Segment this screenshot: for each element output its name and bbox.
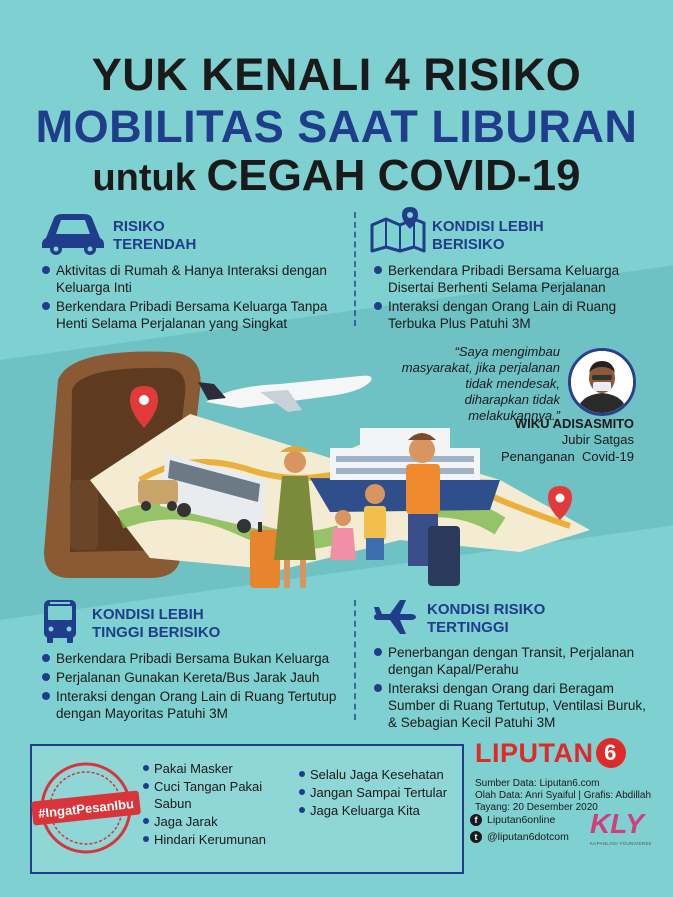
avatar <box>568 348 636 416</box>
ingat-pesan-ibu-stamp <box>30 758 142 858</box>
speaker-role-line-1: Jubir Satgas <box>561 432 634 447</box>
credit-processed: Olah Data: Anri Syaiful | Grafis: Abdillah <box>475 790 652 801</box>
twitter-icon: t <box>470 831 482 843</box>
tips-right <box>298 766 458 820</box>
twitter-link[interactable] <box>470 831 569 843</box>
risk-2-heading-line-2: BERISIKO <box>432 236 505 253</box>
tip-item: Jaga Keluarga Kita <box>298 802 458 819</box>
tip-item: Jangan Sampai Tertular <box>298 784 458 801</box>
risk-1-item: Aktivitas di Rumah & Hanya Interaksi dengan Keluarga Inti <box>40 262 340 296</box>
airplane-icon <box>372 598 416 636</box>
risk-3-heading-line-1: KONDISI LEBIH <box>92 606 204 623</box>
speaker-role-line-2: Penanganan Covid-19 <box>501 449 634 464</box>
risk-4-heading-line-1: KONDISI RISIKO <box>427 601 546 618</box>
risk-4-list <box>372 644 652 733</box>
stamp-text: #IngatPesanIbu <box>37 796 135 821</box>
risk-2-item: Berkendara Pribadi Bersama Keluarga Disertai Berhenti Selama Perjalanan <box>372 262 647 296</box>
quote-text: “Saya mengimbau masyarakat, jika perjalanan tidak mendesak, diharapkan tidak melakukannya.” <box>401 344 560 423</box>
tip-item: Cuci Tangan Pakai Sabun <box>142 778 302 812</box>
risk-1-item: Berkendara Pribadi Bersama Keluarga Tanpa Henti Selama Perjalanan yang Singkat <box>40 298 340 332</box>
credit-date: Tayang: 20 Desember 2020 <box>475 802 598 813</box>
kly-logo: KLY <box>590 808 644 839</box>
car-icon <box>40 210 106 256</box>
risk-3-item: Berkendara Pribadi Bersama Bukan Keluarga <box>40 650 350 667</box>
speaker-role <box>380 431 634 465</box>
tip-item: Jaga Jarak <box>142 813 302 830</box>
facebook-icon: f <box>470 814 482 826</box>
risk-2-heading <box>432 218 544 254</box>
title-line-3-prefix: untuk <box>92 157 196 199</box>
risk-3-list <box>40 650 350 724</box>
risk-4-item: Interaksi dengan Orang dari Beragam Sumber di Ruang Tertutup, Ventilasi Buruk, & Sebagian Kecil Patuhi 3M <box>372 680 652 731</box>
speaker-name: WIKU ADISASMITO <box>514 416 634 431</box>
tip-item: Hindari Kerumunan <box>142 831 302 848</box>
liputan6-logo-number: 6 <box>596 738 626 768</box>
title-line-2: MOBILITAS SAAT LIBURAN <box>35 101 638 152</box>
divider-top <box>354 212 356 326</box>
title-line-3 <box>0 151 673 200</box>
speaker-portrait <box>571 351 633 413</box>
risk-4-heading <box>427 601 545 637</box>
title-line-3-main: CEGAH COVID-19 <box>206 151 581 200</box>
liputan6-logo <box>475 738 626 769</box>
tip-item: Selalu Jaga Kesehatan <box>298 766 458 783</box>
facebook-handle: Liputan6online <box>487 814 556 826</box>
risk-3-item: Interaksi dengan Orang Lain di Ruang Tertutup dengan Mayoritas Patuhi 3M <box>40 688 350 722</box>
liputan6-logo-text: LIPUTAN <box>475 738 594 768</box>
kly-subtitle: KAPANLAGI YOUNIVERSE <box>590 841 652 846</box>
risk-4-heading-line-2: TERTINGGI <box>427 619 509 636</box>
risk-1-list <box>40 262 340 334</box>
risk-1-heading <box>113 218 196 254</box>
risk-3-heading-line-2: TINGGI BERISIKO <box>92 624 221 641</box>
risk-1-heading-line-1: RISIKO <box>113 218 165 235</box>
risk-1-heading-line-2: TERENDAH <box>113 236 197 253</box>
risk-3-heading <box>92 606 220 642</box>
risk-2-list <box>372 262 647 334</box>
risk-2-item: Interaksi dengan Orang Lain di Ruang Terbuka Plus Patuhi 3M <box>372 298 647 332</box>
twitter-handle: @liputan6dotcom <box>487 831 569 843</box>
title-line-1: YUK KENALI 4 RISIKO <box>91 49 582 100</box>
divider-bottom <box>354 600 356 720</box>
tip-item: Pakai Masker <box>142 760 302 777</box>
airplane-illustration <box>198 376 372 412</box>
map-pin-icon <box>370 205 426 253</box>
tips-left <box>142 760 302 849</box>
facebook-link[interactable] <box>470 814 555 826</box>
credit-source: Sumber Data: Liputan6.com <box>475 778 600 789</box>
bus-icon <box>42 598 78 644</box>
risk-3-item: Perjalanan Gunakan Kereta/Bus Jarak Jauh <box>40 669 350 686</box>
risk-4-item: Penerbangan dengan Transit, Perjalanan dengan Kapal/Perahu <box>372 644 652 678</box>
risk-2-heading-line-1: KONDISI LEBIH <box>432 218 544 235</box>
